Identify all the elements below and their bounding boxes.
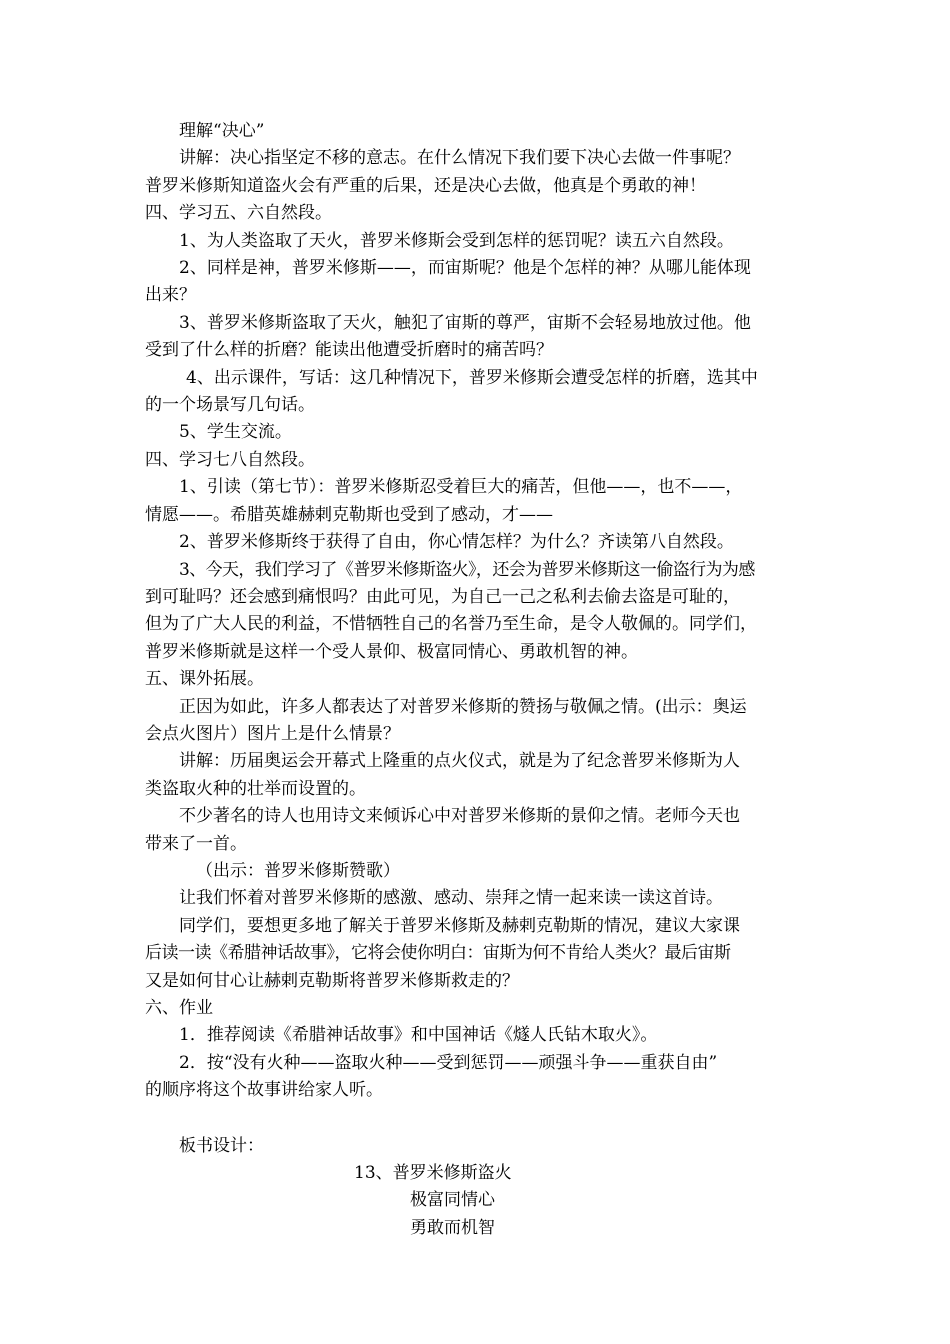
text-line: 讲解：决心指坚定不移的意志。在什么情况下我们要下决心去做一件事呢？ (179, 148, 740, 169)
text-line: 类盗取火种的壮举而设置的。 (145, 778, 366, 799)
board-line: 勇敢而机智 (410, 1217, 495, 1238)
text-line: 让我们怀着对普罗米修斯的感激、感动、崇拜之情一起来读一读这首诗。 (179, 888, 723, 909)
spacer (145, 1105, 810, 1133)
text-line: 情愿——。希腊英雄赫剌克勒斯也受到了感动，才—— (145, 504, 553, 525)
text-line: 普罗米修斯就是这样一个受人景仰、极富同情心、勇敢机智的神。 (145, 641, 638, 662)
board-heading: 板书设计： (179, 1135, 264, 1156)
text-line: 4、出示课件，写话：这几种情况下，普罗米修斯会遭受怎样的折磨，选其中 (186, 367, 758, 388)
text-line: 理解“决心” (179, 121, 265, 141)
text-line: 2、同样是神，普罗米修斯——，而宙斯呢？他是个怎样的神？从哪儿能体现 (179, 258, 751, 279)
section-heading: 五、课外拓展。 (145, 669, 264, 690)
section-heading: 四、学习五、六自然段。 (145, 203, 332, 224)
text-line: 带来了一首。 (145, 833, 247, 854)
text-line: 后读一读《希腊神话故事》，它将会使你明白：宙斯为何不肯给人类火？最后宙斯 (145, 943, 731, 964)
text-line: 正因为如此，许多人都表达了对普罗米修斯的赞扬与敬佩之情。(出示：奥运 (179, 696, 747, 717)
board-title: 13、普罗米修斯盗火 (354, 1163, 512, 1184)
text-line: 受到了什么样的折磨？能读出他遭受折磨时的痛苦吗？ (145, 340, 553, 361)
text-line: 的一个场景写几句话。 (145, 395, 315, 416)
text-line: 1、为人类盗取了天火，普罗米修斯会受到怎样的惩罚呢？读五六自然段。 (179, 230, 734, 251)
section-heading: 四、学习七八自然段。 (145, 449, 315, 470)
text-line: 不少著名的诗人也用诗文来倾诉心中对普罗米修斯的景仰之情。老师今天也 (179, 806, 740, 827)
text-line: 又是如何甘心让赫剌克勒斯将普罗米修斯救走的？ (145, 970, 519, 991)
text-line: （出示：普罗米修斯赞歌） (196, 860, 400, 881)
text-line: 2．按“没有火种——盗取火种——受到惩罚——顽强斗争——重获自由” (179, 1052, 718, 1073)
board-line: 极富同情心 (410, 1190, 495, 1211)
text-line: 1．推荐阅读《希腊神话故事》和中国神话《燧人氏钻木取火》。 (179, 1025, 658, 1046)
text-line: 2、普罗米修斯终于获得了自由，你心情怎样？为什么？齐读第八自然段。 (179, 532, 734, 553)
text-line: 到可耻吗？还会感到痛恨吗？由此可见，为自己一己之私利去偷去盗是可耻的， (145, 586, 740, 607)
lesson-text (145, 118, 810, 1242)
text-line: 5、学生交流。 (179, 422, 292, 443)
text-line: 出来？ (145, 285, 196, 306)
text-line: 讲解：历届奥运会开幕式上隆重的点火仪式，就是为了纪念普罗米修斯为人 (179, 751, 740, 772)
text-line: 会点火图片）图片上是什么情景？ (145, 723, 400, 744)
text-line: 的顺序将这个故事讲给家人听。 (145, 1080, 383, 1101)
text-line: 但为了广大人民的利益，不惜牺牲自己的名誉乃至生命，是令人敬佩的。同学们， (145, 614, 757, 635)
section-heading: 六、作业 (145, 998, 213, 1018)
text-line: 普罗米修斯知道盗火会有严重的后果，还是决心去做，他真是个勇敢的神！ (145, 175, 706, 196)
text-line: 1、引读（第七节）：普罗米修斯忍受着巨大的痛苦，但他——，也不——， (179, 477, 743, 498)
text-line: 3、今天，我们学习了《普罗米修斯盗火》，还会为普罗米修斯这一偷盗行为为感 (179, 559, 755, 580)
text-line: 同学们，要想更多地了解关于普罗米修斯及赫剌克勒斯的情况，建议大家课 (179, 915, 740, 936)
text-line: 3、普罗米修斯盗取了天火，触犯了宙斯的尊严，宙斯不会轻易地放过他。他 (179, 312, 751, 333)
